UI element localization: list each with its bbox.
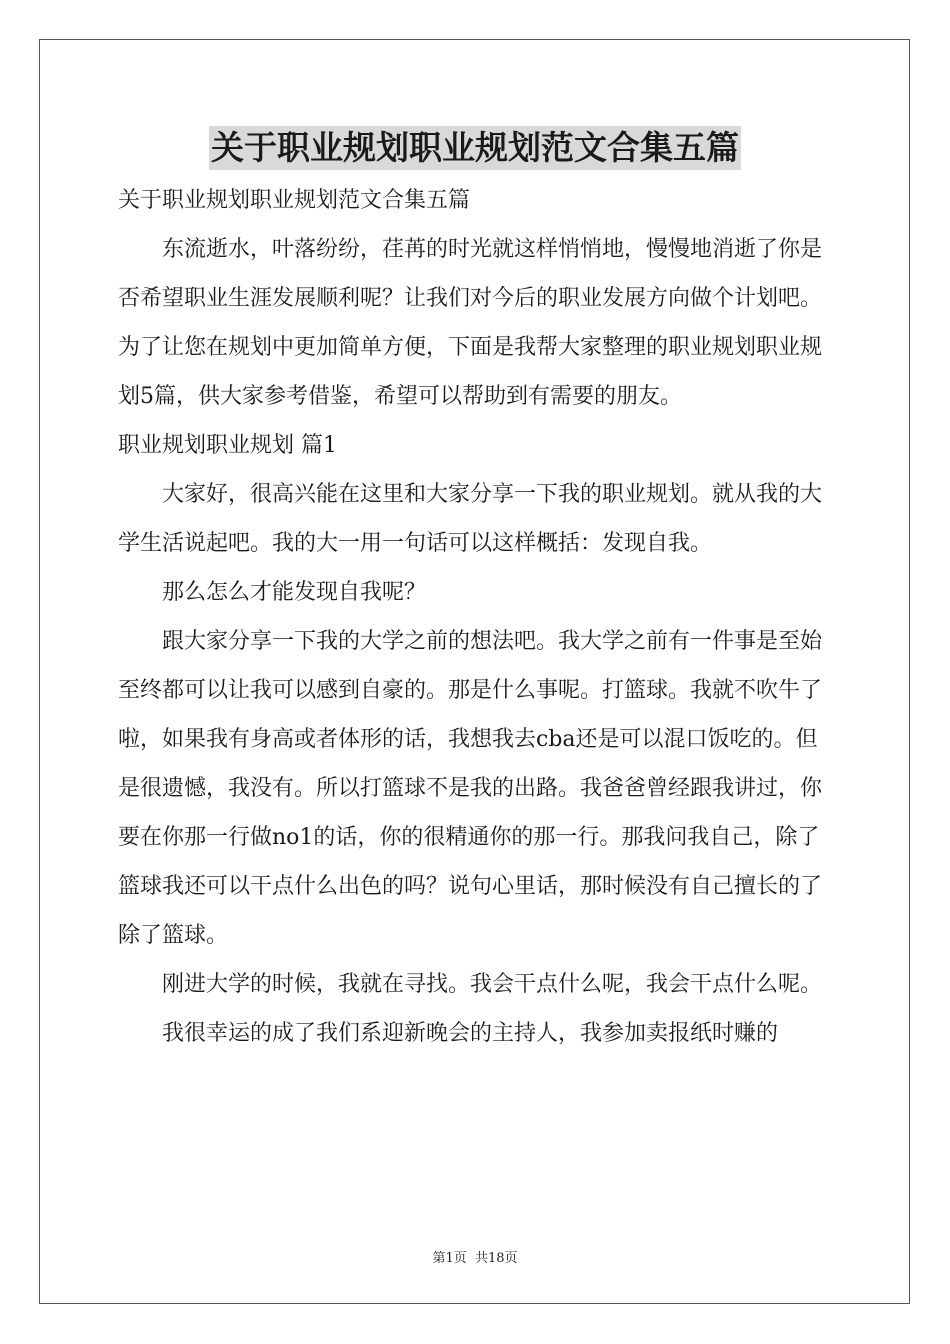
- page-number: 第1页: [432, 1251, 467, 1266]
- page-footer: [0, 1247, 950, 1266]
- paragraph: 刚进大学的时候，我就在寻找。我会干点什么呢，我会干点什么呢。: [162, 972, 823, 997]
- paragraph: 大家好，很高兴能在这里和大家分享一下我的职业规划。就从我的大学生活说起吧。我的大一用一句话可以这样概括：发现自我。: [118, 482, 823, 556]
- paragraph: 那么怎么才能发现自我呢？: [162, 580, 427, 605]
- paragraph-intro: 东流逝水，叶落纷纷，荏苒的时光就这样悄悄地，慢慢地消逝了你是否希望职业生涯发展顺利呢？让我们对今后的职业发展方向做个计划吧。为了让您在规划中更加简单方便，下面是我帮大家整理的职业规划职业规划5篇，供大家参考借鉴，希望可以帮助到有需要的朋友。: [118, 237, 823, 409]
- paragraph: 跟大家分享一下我的大学之前的想法吧。我大学之前有一件事是至始至终都可以让我可以感到自豪的。那是什么事呢。打篮球。我就不吹牛了啦，如果我有身高或者体形的话，我想我去cba还是可以混口饭吃的。但是很遗憾，我没有。所以打篮球不是我的出路。我爸爸曾经跟我讲过，你要在你那一行做no1的话，你的很精通你的那一行。那我问我自己，除了篮球我还可以干点什么出色的吗？说句心里话，那时候没有自己擅长的了除了篮球。: [118, 629, 823, 948]
- section-heading: 职业规划职业规划 篇1: [118, 433, 337, 458]
- title-area: [0, 126, 950, 170]
- subtitle-line: 关于职业规划职业规划范文合集五篇: [118, 188, 471, 213]
- document-title: 关于职业规划职业规划范文合集五篇: [209, 126, 741, 170]
- paragraph: 我很幸运的成了我们系迎新晚会的主持人，我参加卖报纸时赚的: [162, 1021, 779, 1046]
- document-body: [118, 176, 838, 1058]
- page-total: 共18页: [474, 1251, 518, 1266]
